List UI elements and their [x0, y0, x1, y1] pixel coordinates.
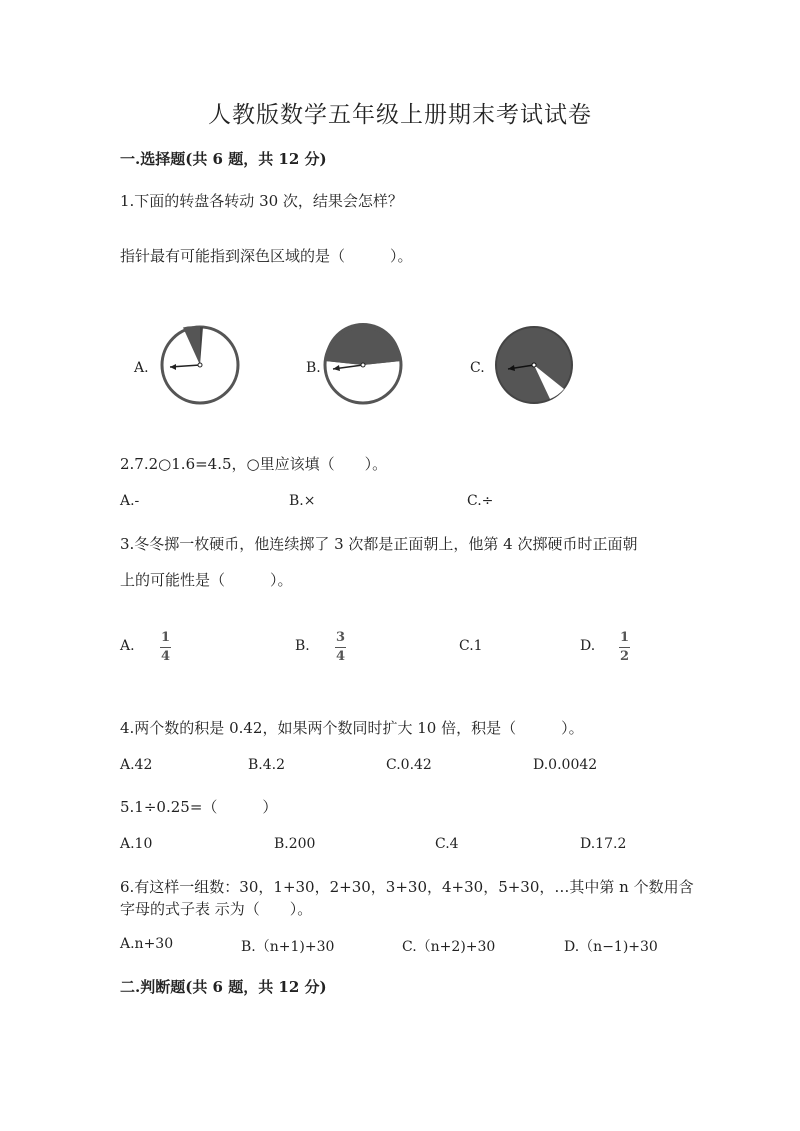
question-2-option-a: A.- — [120, 493, 140, 509]
question-4-option-a: A.42 — [120, 757, 153, 773]
question-4-option-d: D.0.0042 — [533, 757, 598, 773]
question-3-option-d: D. — [580, 638, 596, 654]
page-title: 人教版数学五年级上册期末考试试卷 — [208, 102, 592, 128]
fraction-one-half: 1 2 — [619, 630, 630, 664]
question-4-option-c: C.0.42 — [386, 757, 432, 773]
question-6-option-a: A.n+30 — [120, 936, 174, 952]
question-5-text: 5.1÷0.25=（ ） — [120, 798, 278, 816]
spinner-a-label: A. — [134, 360, 149, 376]
question-6-option-c: C.（n+2)+30 — [402, 939, 496, 955]
question-2-option-b: B.× — [289, 493, 316, 509]
question-2-text: 2.7.2○1.6=4.5，○里应该填（ ）。 — [120, 455, 388, 473]
question-6-text: 6.有这样一组数：30，1+30，2+30，3+30，4+30，5+30，…其中第 n 个数用含 — [120, 878, 694, 896]
spinner-a-figure — [158, 323, 242, 407]
question-3-text-cont: 上的可能性是（ ）。 — [120, 571, 293, 589]
fraction-three-quarters: 3 4 — [335, 630, 346, 664]
spinner-c-label: C. — [470, 360, 485, 376]
question-5-option-a: A.10 — [120, 836, 153, 852]
question-1-text: 1.下面的转盘各转动 30 次，结果会怎样？ — [120, 192, 403, 210]
question-5-option-b: B.200 — [274, 836, 316, 852]
section-heading-choice: 一.选择题(共 6 题，共 12 分) — [120, 150, 327, 168]
question-5-option-c: C.4 — [435, 836, 459, 852]
spinner-c-figure — [492, 323, 576, 407]
question-5-option-d: D.17.2 — [580, 836, 627, 852]
question-6-text-cont: 字母的式子表 示为（ ）。 — [120, 900, 313, 918]
question-6-option-d: D.（n−1)+30 — [564, 939, 658, 955]
spinner-b-label: B. — [306, 360, 321, 376]
question-6-option-b: B.（n+1)+30 — [241, 939, 335, 955]
question-3-option-a: A. — [120, 638, 135, 654]
question-1-prompt: 指针最有可能指到深色区域的是（ ）。 — [120, 247, 413, 265]
question-4-text: 4.两个数的积是 0.42，如果两个数同时扩大 10 倍，积是（ ）。 — [120, 719, 584, 737]
question-4-option-b: B.4.2 — [248, 757, 286, 773]
spinner-b-figure — [321, 323, 405, 407]
question-3-option-c: C.1 — [459, 638, 483, 654]
fraction-one-quarter: 1 4 — [160, 630, 171, 664]
question-3-option-b: B. — [295, 638, 310, 654]
question-2-option-c: C.÷ — [467, 493, 494, 509]
section-heading-true-false: 二.判断题(共 6 题，共 12 分) — [120, 978, 327, 996]
question-3-text: 3.冬冬掷一枚硬币，他连续掷了 3 次都是正面朝上，他第 4 次掷硬币时正面朝 — [120, 535, 638, 553]
